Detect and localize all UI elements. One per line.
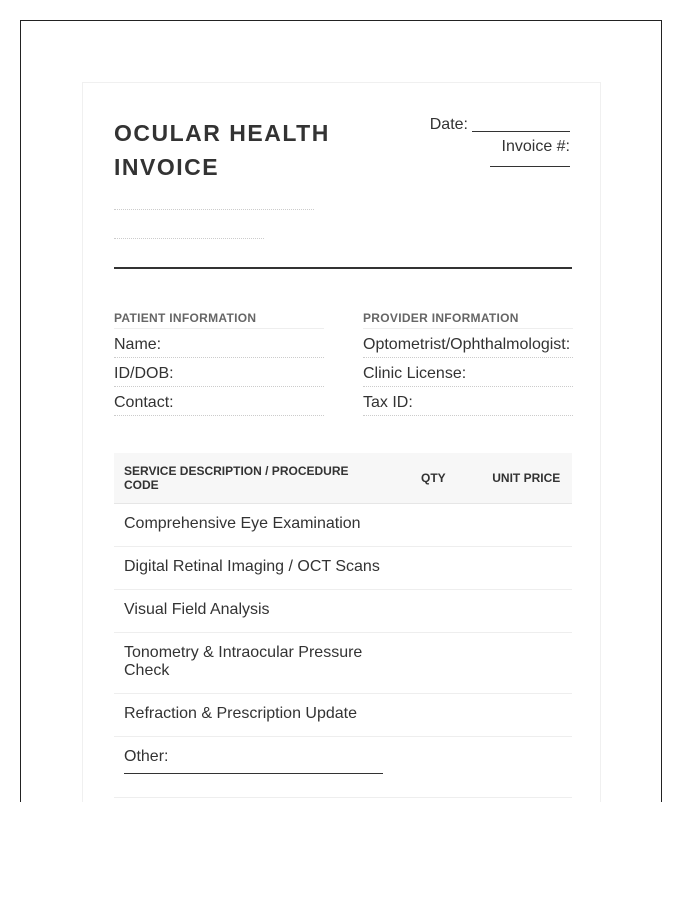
invoice-number-label: Invoice #: bbox=[501, 138, 570, 155]
qty-cell[interactable] bbox=[393, 546, 470, 589]
patient-name-field[interactable]: Name: bbox=[114, 329, 324, 358]
header-line-2 bbox=[114, 238, 264, 239]
provider-tax-id-field[interactable]: Tax ID: bbox=[363, 387, 573, 416]
table-row bbox=[114, 546, 572, 589]
unit-price-column-header: UNIT PRICE bbox=[470, 453, 572, 503]
unit-price-cell[interactable] bbox=[470, 546, 572, 589]
unit-price-cell[interactable] bbox=[470, 503, 572, 546]
service-description: Digital Retinal Imaging / OCT Scans bbox=[114, 546, 393, 589]
patient-heading: PATIENT INFORMATION bbox=[114, 310, 324, 329]
date-row bbox=[430, 114, 570, 136]
qty-column-header: QTY bbox=[393, 453, 470, 503]
services-table bbox=[114, 453, 572, 798]
provider-doctor-field[interactable]: Optometrist/Ophthalmologist: bbox=[363, 329, 573, 358]
service-description: Comprehensive Eye Examination bbox=[114, 503, 393, 546]
date-field[interactable] bbox=[472, 116, 570, 132]
header-line-1 bbox=[114, 209, 314, 210]
unit-price-cell[interactable] bbox=[470, 632, 572, 693]
other-service-field[interactable] bbox=[124, 766, 383, 774]
service-description: Refraction & Prescription Update bbox=[114, 693, 393, 736]
qty-cell[interactable] bbox=[393, 632, 470, 693]
table-header-row bbox=[114, 453, 572, 503]
date-label: Date: bbox=[429, 116, 468, 133]
qty-cell[interactable] bbox=[393, 589, 470, 632]
table-row bbox=[114, 589, 572, 632]
provider-heading: PROVIDER INFORMATION bbox=[363, 310, 573, 329]
provider-information bbox=[363, 310, 573, 416]
patient-contact-field[interactable]: Contact: bbox=[114, 387, 324, 416]
other-service-cell bbox=[114, 736, 393, 797]
table-row bbox=[114, 736, 572, 797]
document-frame bbox=[20, 20, 662, 802]
unit-price-cell[interactable] bbox=[470, 693, 572, 736]
unit-price-cell[interactable] bbox=[470, 736, 572, 797]
table-row bbox=[114, 693, 572, 736]
other-label: Other: bbox=[124, 747, 169, 765]
patient-id-dob-field[interactable]: ID/DOB: bbox=[114, 358, 324, 387]
service-description: Tonometry & Intraocular Pressure Check bbox=[114, 632, 393, 693]
table-row bbox=[114, 632, 572, 693]
unit-price-cell[interactable] bbox=[470, 589, 572, 632]
table-row bbox=[114, 503, 572, 546]
qty-cell[interactable] bbox=[393, 503, 470, 546]
qty-cell[interactable] bbox=[393, 693, 470, 736]
invoice-meta bbox=[430, 114, 570, 167]
invoice-title: OCULAR HEALTH INVOICE bbox=[114, 120, 330, 180]
invoice-number-field[interactable] bbox=[490, 158, 570, 167]
invoice-sheet bbox=[82, 82, 601, 802]
provider-license-field[interactable]: Clinic License: bbox=[363, 358, 573, 387]
patient-information bbox=[114, 310, 324, 416]
service-description: Visual Field Analysis bbox=[114, 589, 393, 632]
header-divider bbox=[114, 267, 572, 269]
qty-cell[interactable] bbox=[393, 736, 470, 797]
description-column-header: SERVICE DESCRIPTION / PROCEDURE CODE bbox=[114, 453, 393, 503]
